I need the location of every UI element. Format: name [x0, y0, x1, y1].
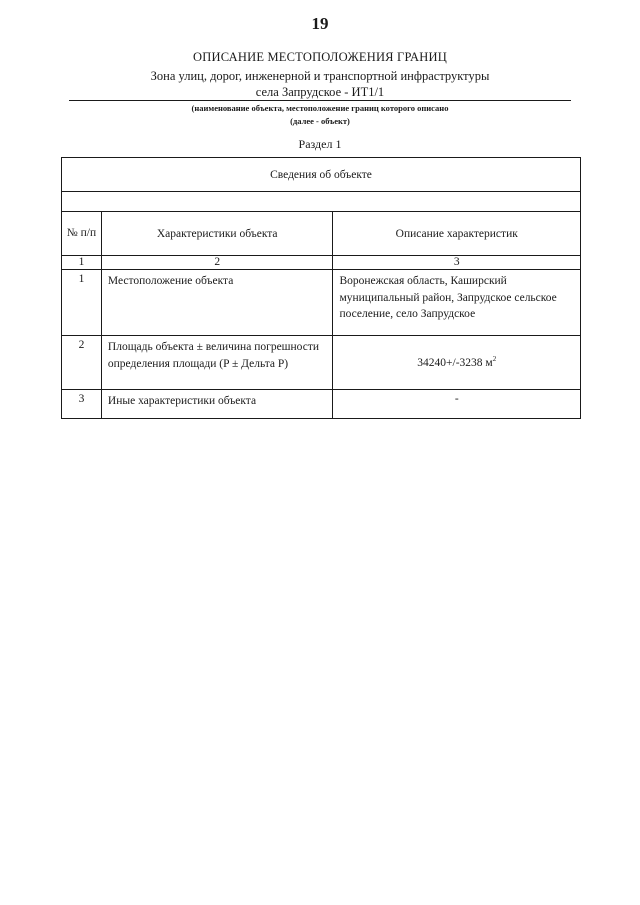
area-value: 34240+/-3238 м [417, 356, 493, 369]
table-spacer-row [62, 192, 581, 212]
row-characteristic: Площадь объекта ± величина погрешности определения площади (P ± Дельта P) [101, 336, 333, 390]
table-title: Сведения об объекте [62, 158, 581, 192]
header-description: Описание характеристик [333, 212, 581, 256]
header-num: № п/п [62, 212, 102, 256]
header-characteristics: Характеристики объекта [101, 212, 333, 256]
section-label: Раздел 1 [298, 137, 342, 151]
row-num: 2 [62, 336, 102, 390]
column-number-2: 2 [101, 256, 333, 270]
page-number: 19 [311, 14, 329, 33]
document-subtitle [0, 68, 640, 100]
column-number-1: 1 [62, 256, 102, 270]
table-header-row [62, 212, 581, 256]
row-num: 1 [62, 270, 102, 336]
table-row [62, 336, 581, 390]
subtitle-line-2: села Запрудское - ИТ1/1 [255, 85, 385, 99]
table-spacer-cell [62, 192, 581, 212]
column-number-3: 3 [333, 256, 581, 270]
row-num: 3 [62, 390, 102, 419]
object-info-table [61, 157, 581, 419]
caption-line-2: (далее - объект) [290, 116, 350, 126]
row-characteristic: Местоположение объекта [101, 270, 333, 336]
row-description: - [333, 390, 581, 419]
caption-line-1: (наименование объекта, местоположение границ которого описано [191, 103, 449, 113]
document-title: ОПИСАНИЕ МЕСТОПОЛОЖЕНИЯ ГРАНИЦ [193, 50, 447, 64]
underline-rule [69, 100, 571, 101]
area-unit-superscript: 2 [492, 354, 497, 363]
row-description [333, 336, 581, 390]
object-caption [0, 102, 640, 128]
column-numbers-row [62, 256, 581, 270]
table-row [62, 270, 581, 336]
table-row [62, 390, 581, 419]
row-description: Воронежская область, Каширский муниципальный район, Запрудское сельское поселение, село Запрудское [333, 270, 581, 336]
subtitle-line-1: Зона улиц, дорог, инженерной и транспортной инфраструктуры [150, 69, 490, 83]
table-title-row [62, 158, 581, 192]
row-characteristic: Иные характеристики объекта [101, 390, 333, 419]
